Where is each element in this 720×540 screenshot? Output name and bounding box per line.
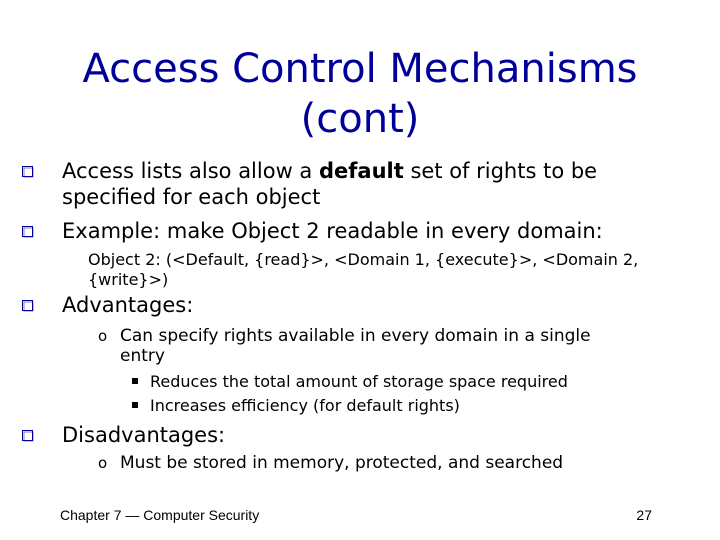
- advantage-point-storage: [150, 372, 650, 392]
- bullet-text-part2: set of rights to be specified for each object: [62, 159, 598, 209]
- advantage-sub-text: Can specify rights available in every domain in a single entry: [120, 326, 591, 366]
- square-marker-icon: [132, 402, 138, 408]
- advantage-point-1-text: Reduces the total amount of storage space required: [150, 372, 568, 391]
- disadvantage-sub-text: Must be stored in memory, protected, and searched: [120, 453, 564, 473]
- bullet-example-text: Example: make Object 2 readable in every domain:: [62, 219, 603, 243]
- page-number: 27: [636, 507, 652, 523]
- bullet-text-bold: default: [318, 159, 404, 183]
- circle-marker-icon: o: [98, 327, 108, 345]
- square-bullet-icon: [22, 166, 34, 178]
- square-bullet-icon: [22, 430, 34, 442]
- advantage-sub-item: [98, 326, 640, 366]
- bullet-advantages: [62, 292, 662, 318]
- disadvantages-heading: Disadvantages:: [62, 423, 226, 447]
- circle-marker-icon: o: [98, 454, 108, 472]
- disadvantage-sub-item: [98, 453, 640, 473]
- footer-chapter: Chapter 7 — Computer Security: [60, 507, 260, 523]
- advantages-heading: Advantages:: [62, 293, 194, 317]
- advantage-point-efficiency: [150, 396, 650, 416]
- advantage-point-2-text: Increases efficiency (for default rights): [150, 396, 460, 415]
- bullet-text-part1: Access lists also allow a: [62, 159, 319, 183]
- bullet-disadvantages: [62, 422, 662, 448]
- title-line-1: Access Control Mechanisms: [82, 46, 638, 92]
- square-bullet-icon: [22, 300, 34, 312]
- bullet-default-rights: [62, 158, 662, 210]
- title-line-2: (cont): [300, 96, 420, 142]
- square-bullet-icon: [22, 226, 34, 238]
- bullet-example: [62, 218, 682, 244]
- square-marker-icon: [132, 378, 138, 384]
- example-object-2: Object 2: (<Default, {read}>, <Domain 1, {execute}>, <Domain 2, {write}>): [88, 250, 639, 289]
- slide-title: [0, 44, 720, 144]
